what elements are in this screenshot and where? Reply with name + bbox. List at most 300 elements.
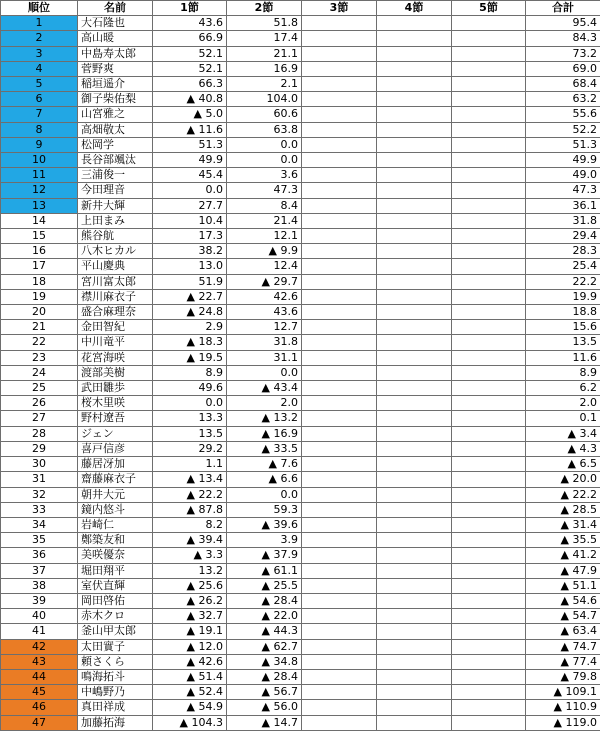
total-score-cell: 19.9 (526, 289, 600, 304)
player-name-cell: 盛合麻理奈 (78, 305, 153, 320)
rank-cell: 26 (1, 396, 78, 411)
total-score-cell: ▲ 35.5 (526, 533, 600, 548)
section-2-score-cell: 21.4 (227, 213, 302, 228)
section-4-score-cell (377, 46, 452, 61)
section-4-score-cell (377, 685, 452, 700)
player-name-cell: 金田智紀 (78, 320, 153, 335)
player-name-cell: 菅野爽 (78, 61, 153, 76)
section-2-score-cell: ▲ 29.7 (227, 274, 302, 289)
player-name-cell: 太田實子 (78, 639, 153, 654)
total-score-cell: ▲ 22.2 (526, 487, 600, 502)
section-2-score-cell: 31.8 (227, 335, 302, 350)
section-5-score-cell (452, 563, 526, 578)
header-rank: 順位 (1, 1, 78, 16)
section-2-score-cell: 12.7 (227, 320, 302, 335)
section-1-score-cell: ▲ 22.2 (153, 487, 227, 502)
section-4-score-cell (377, 533, 452, 548)
player-name-cell: 武田雛歩 (78, 381, 153, 396)
section-3-score-cell (302, 365, 377, 380)
section-1-score-cell: 51.9 (153, 274, 227, 289)
total-score-cell: 22.2 (526, 274, 600, 289)
table-row (1, 426, 600, 441)
section-5-score-cell (452, 457, 526, 472)
section-5-score-cell (452, 365, 526, 380)
player-name-cell: 渡部美樹 (78, 365, 153, 380)
table-row (1, 153, 600, 168)
total-score-cell: 68.4 (526, 77, 600, 92)
table-row (1, 593, 600, 608)
section-5-score-cell (452, 593, 526, 608)
section-4-score-cell (377, 31, 452, 46)
section-5-score-cell (452, 289, 526, 304)
table-row (1, 320, 600, 335)
section-3-score-cell (302, 639, 377, 654)
total-score-cell: ▲ 79.8 (526, 669, 600, 684)
section-2-score-cell: ▲ 28.4 (227, 593, 302, 608)
section-2-score-cell: ▲ 6.6 (227, 472, 302, 487)
total-score-cell: ▲ 3.4 (526, 426, 600, 441)
section-4-score-cell (377, 259, 452, 274)
rank-cell: 38 (1, 578, 78, 593)
section-5-score-cell (452, 168, 526, 183)
section-2-score-cell: 17.4 (227, 31, 302, 46)
section-1-score-cell: ▲ 12.0 (153, 639, 227, 654)
section-4-score-cell (377, 381, 452, 396)
total-score-cell: ▲ 28.5 (526, 502, 600, 517)
section-1-score-cell: 0.0 (153, 396, 227, 411)
rank-cell: 24 (1, 365, 78, 380)
section-5-score-cell (452, 487, 526, 502)
table-row (1, 183, 600, 198)
section-4-score-cell (377, 107, 452, 122)
table-row (1, 137, 600, 152)
player-name-cell: 頼さくら (78, 654, 153, 669)
total-score-cell: 51.3 (526, 137, 600, 152)
section-3-score-cell (302, 137, 377, 152)
total-score-cell: 52.2 (526, 122, 600, 137)
section-3-score-cell (302, 381, 377, 396)
total-score-cell: ▲ 20.0 (526, 472, 600, 487)
table-row (1, 61, 600, 76)
section-4-score-cell (377, 654, 452, 669)
rank-cell: 29 (1, 441, 78, 456)
section-2-score-cell: ▲ 25.5 (227, 578, 302, 593)
section-2-score-cell: 0.0 (227, 153, 302, 168)
section-4-score-cell (377, 274, 452, 289)
section-1-score-cell: ▲ 13.4 (153, 472, 227, 487)
section-4-score-cell (377, 305, 452, 320)
table-row (1, 122, 600, 137)
section-3-score-cell (302, 259, 377, 274)
player-name-cell: 美咲優奈 (78, 548, 153, 563)
section-3-score-cell (302, 578, 377, 593)
section-4-score-cell (377, 593, 452, 608)
section-3-score-cell (302, 533, 377, 548)
section-2-score-cell: ▲ 44.3 (227, 624, 302, 639)
rank-cell: 20 (1, 305, 78, 320)
player-name-cell: 三浦俊一 (78, 168, 153, 183)
player-name-cell: 赤木クロ (78, 609, 153, 624)
table-row (1, 578, 600, 593)
section-4-score-cell (377, 244, 452, 259)
section-2-score-cell: 3.6 (227, 168, 302, 183)
section-2-score-cell: 59.3 (227, 502, 302, 517)
rank-cell: 8 (1, 122, 78, 137)
section-1-score-cell: ▲ 25.6 (153, 578, 227, 593)
section-2-score-cell: ▲ 28.4 (227, 669, 302, 684)
section-2-score-cell: 12.1 (227, 229, 302, 244)
table-row (1, 107, 600, 122)
section-3-score-cell (302, 457, 377, 472)
player-name-cell: 御子柴佑梨 (78, 92, 153, 107)
section-5-score-cell (452, 259, 526, 274)
section-3-score-cell (302, 16, 377, 31)
table-row (1, 213, 600, 228)
header-section-5: 5節 (452, 1, 526, 16)
player-name-cell: 襟川麻衣子 (78, 289, 153, 304)
total-score-cell: ▲ 109.1 (526, 685, 600, 700)
table-row (1, 472, 600, 487)
section-4-score-cell (377, 168, 452, 183)
player-name-cell: 新井大輝 (78, 198, 153, 213)
table-row (1, 685, 600, 700)
section-5-score-cell (452, 639, 526, 654)
section-5-score-cell (452, 183, 526, 198)
table-row (1, 77, 600, 92)
section-4-score-cell (377, 61, 452, 76)
section-5-score-cell (452, 685, 526, 700)
section-4-score-cell (377, 396, 452, 411)
section-1-score-cell: 66.9 (153, 31, 227, 46)
player-name-cell: 今田理音 (78, 183, 153, 198)
section-1-score-cell: 2.9 (153, 320, 227, 335)
section-4-score-cell (377, 320, 452, 335)
section-3-score-cell (302, 213, 377, 228)
section-5-score-cell (452, 441, 526, 456)
section-4-score-cell (377, 548, 452, 563)
total-score-cell: 8.9 (526, 365, 600, 380)
total-score-cell: ▲ 63.4 (526, 624, 600, 639)
player-name-cell: 上田まみ (78, 213, 153, 228)
player-name-cell: 八木ヒカル (78, 244, 153, 259)
section-2-score-cell: 2.1 (227, 77, 302, 92)
section-4-score-cell (377, 137, 452, 152)
section-2-score-cell: 51.8 (227, 16, 302, 31)
section-4-score-cell (377, 609, 452, 624)
section-3-score-cell (302, 107, 377, 122)
section-5-score-cell (452, 350, 526, 365)
rank-cell: 15 (1, 229, 78, 244)
table-row (1, 92, 600, 107)
rank-cell: 41 (1, 624, 78, 639)
section-2-score-cell: 0.0 (227, 365, 302, 380)
rank-cell: 47 (1, 715, 78, 730)
total-score-cell: 11.6 (526, 350, 600, 365)
table-row (1, 411, 600, 426)
table-row (1, 350, 600, 365)
rank-cell: 4 (1, 61, 78, 76)
section-5-score-cell (452, 396, 526, 411)
total-score-cell: ▲ 77.4 (526, 654, 600, 669)
section-3-score-cell (302, 46, 377, 61)
section-1-score-cell: ▲ 18.3 (153, 335, 227, 350)
section-3-score-cell (302, 396, 377, 411)
rank-cell: 43 (1, 654, 78, 669)
section-3-score-cell (302, 654, 377, 669)
section-2-score-cell: ▲ 37.9 (227, 548, 302, 563)
player-name-cell: 中嶋野乃 (78, 685, 153, 700)
section-4-score-cell (377, 563, 452, 578)
section-2-score-cell: 47.3 (227, 183, 302, 198)
table-row (1, 624, 600, 639)
rank-cell: 22 (1, 335, 78, 350)
table-row (1, 198, 600, 213)
section-4-score-cell (377, 517, 452, 532)
total-score-cell: ▲ 51.1 (526, 578, 600, 593)
table-row (1, 274, 600, 289)
section-5-score-cell (452, 153, 526, 168)
section-4-score-cell (377, 502, 452, 517)
section-4-score-cell (377, 457, 452, 472)
section-3-score-cell (302, 168, 377, 183)
player-name-cell: 堀田翔平 (78, 563, 153, 578)
total-score-cell: 36.1 (526, 198, 600, 213)
table-row (1, 305, 600, 320)
rank-cell: 32 (1, 487, 78, 502)
table-row (1, 517, 600, 532)
section-5-score-cell (452, 46, 526, 61)
total-score-cell: 73.2 (526, 46, 600, 61)
rank-cell: 1 (1, 16, 78, 31)
section-4-score-cell (377, 624, 452, 639)
section-4-score-cell (377, 229, 452, 244)
rank-cell: 18 (1, 274, 78, 289)
rank-cell: 14 (1, 213, 78, 228)
section-1-score-cell: ▲ 42.6 (153, 654, 227, 669)
total-score-cell: 69.0 (526, 61, 600, 76)
rank-cell: 21 (1, 320, 78, 335)
rank-cell: 46 (1, 700, 78, 715)
section-5-score-cell (452, 320, 526, 335)
section-5-score-cell (452, 669, 526, 684)
section-2-score-cell: ▲ 7.6 (227, 457, 302, 472)
section-2-score-cell: 3.9 (227, 533, 302, 548)
section-4-score-cell (377, 365, 452, 380)
section-3-score-cell (302, 305, 377, 320)
table-row (1, 16, 600, 31)
rank-cell: 19 (1, 289, 78, 304)
header-section-4: 4節 (377, 1, 452, 16)
section-5-score-cell (452, 411, 526, 426)
section-4-score-cell (377, 335, 452, 350)
section-2-score-cell: ▲ 56.0 (227, 700, 302, 715)
table-row (1, 609, 600, 624)
section-2-score-cell: ▲ 13.2 (227, 411, 302, 426)
section-1-score-cell: ▲ 51.4 (153, 669, 227, 684)
total-score-cell: 63.2 (526, 92, 600, 107)
rank-cell: 37 (1, 563, 78, 578)
section-1-score-cell: ▲ 3.3 (153, 548, 227, 563)
section-1-score-cell: 52.1 (153, 46, 227, 61)
section-3-score-cell (302, 472, 377, 487)
rank-cell: 44 (1, 669, 78, 684)
section-2-score-cell: ▲ 33.5 (227, 441, 302, 456)
rank-cell: 23 (1, 350, 78, 365)
section-5-score-cell (452, 31, 526, 46)
section-4-score-cell (377, 122, 452, 137)
section-5-score-cell (452, 578, 526, 593)
section-1-score-cell: ▲ 52.4 (153, 685, 227, 700)
section-3-score-cell (302, 198, 377, 213)
total-score-cell: ▲ 54.7 (526, 609, 600, 624)
total-score-cell: ▲ 74.7 (526, 639, 600, 654)
total-score-cell: 49.0 (526, 168, 600, 183)
section-2-score-cell: 21.1 (227, 46, 302, 61)
player-name-cell: 大石隆也 (78, 16, 153, 31)
player-name-cell: 宮川富太郎 (78, 274, 153, 289)
section-5-score-cell (452, 77, 526, 92)
total-score-cell: 29.4 (526, 229, 600, 244)
table-row (1, 289, 600, 304)
section-4-score-cell (377, 669, 452, 684)
total-score-cell: 6.2 (526, 381, 600, 396)
table-row (1, 548, 600, 563)
section-5-score-cell (452, 609, 526, 624)
section-1-score-cell: 17.3 (153, 229, 227, 244)
player-name-cell: 桜木里咲 (78, 396, 153, 411)
section-3-score-cell (302, 609, 377, 624)
player-name-cell: 熊谷航 (78, 229, 153, 244)
section-3-score-cell (302, 593, 377, 608)
player-name-cell: 真田祥成 (78, 700, 153, 715)
section-5-score-cell (452, 472, 526, 487)
section-5-score-cell (452, 107, 526, 122)
total-score-cell: 25.4 (526, 259, 600, 274)
section-5-score-cell (452, 244, 526, 259)
table-row (1, 639, 600, 654)
section-3-score-cell (302, 77, 377, 92)
section-5-score-cell (452, 122, 526, 137)
section-1-score-cell: ▲ 26.2 (153, 593, 227, 608)
section-3-score-cell (302, 411, 377, 426)
section-2-score-cell: 0.0 (227, 487, 302, 502)
section-5-score-cell (452, 548, 526, 563)
table-row (1, 46, 600, 61)
total-score-cell: 47.3 (526, 183, 600, 198)
section-2-score-cell: 12.4 (227, 259, 302, 274)
section-4-score-cell (377, 289, 452, 304)
section-2-score-cell: 42.6 (227, 289, 302, 304)
section-4-score-cell (377, 578, 452, 593)
player-name-cell: ジェン (78, 426, 153, 441)
rank-cell: 17 (1, 259, 78, 274)
table-row (1, 669, 600, 684)
rank-cell: 25 (1, 381, 78, 396)
section-2-score-cell: ▲ 34.8 (227, 654, 302, 669)
section-4-score-cell (377, 639, 452, 654)
section-3-score-cell (302, 31, 377, 46)
player-name-cell: 岩崎仁 (78, 517, 153, 532)
section-2-score-cell: 43.6 (227, 305, 302, 320)
total-score-cell: ▲ 119.0 (526, 715, 600, 730)
rank-cell: 45 (1, 685, 78, 700)
section-3-score-cell (302, 624, 377, 639)
section-4-score-cell (377, 715, 452, 730)
section-4-score-cell (377, 77, 452, 92)
rank-cell: 34 (1, 517, 78, 532)
section-1-score-cell: 49.6 (153, 381, 227, 396)
section-3-score-cell (302, 548, 377, 563)
section-3-score-cell (302, 517, 377, 532)
section-1-score-cell: ▲ 5.0 (153, 107, 227, 122)
section-4-score-cell (377, 92, 452, 107)
rank-cell: 6 (1, 92, 78, 107)
table-body (1, 16, 600, 731)
section-5-score-cell (452, 61, 526, 76)
total-score-cell: 84.3 (526, 31, 600, 46)
section-2-score-cell: 2.0 (227, 396, 302, 411)
player-name-cell: 稲垣遥介 (78, 77, 153, 92)
rank-cell: 40 (1, 609, 78, 624)
section-2-score-cell: 8.4 (227, 198, 302, 213)
table-row (1, 654, 600, 669)
section-4-score-cell (377, 411, 452, 426)
section-4-score-cell (377, 426, 452, 441)
section-2-score-cell: 16.9 (227, 61, 302, 76)
section-3-score-cell (302, 289, 377, 304)
table-row (1, 533, 600, 548)
section-1-score-cell: 45.4 (153, 168, 227, 183)
player-name-cell: 加藤拓海 (78, 715, 153, 730)
total-score-cell: 31.8 (526, 213, 600, 228)
rank-cell: 28 (1, 426, 78, 441)
section-2-score-cell: 31.1 (227, 350, 302, 365)
section-3-score-cell (302, 426, 377, 441)
section-1-score-cell: 49.9 (153, 153, 227, 168)
player-name-cell: 鳴海拓斗 (78, 669, 153, 684)
section-5-score-cell (452, 92, 526, 107)
table-row (1, 168, 600, 183)
section-2-score-cell: ▲ 39.6 (227, 517, 302, 532)
section-5-score-cell (452, 624, 526, 639)
player-name-cell: 長谷部颯汰 (78, 153, 153, 168)
rank-cell: 39 (1, 593, 78, 608)
section-1-score-cell: ▲ 19.5 (153, 350, 227, 365)
section-2-score-cell: ▲ 56.7 (227, 685, 302, 700)
section-3-score-cell (302, 183, 377, 198)
player-name-cell: 喜戸信彦 (78, 441, 153, 456)
table-row (1, 563, 600, 578)
section-3-score-cell (302, 700, 377, 715)
total-score-cell: ▲ 41.2 (526, 548, 600, 563)
section-5-score-cell (452, 16, 526, 31)
section-1-score-cell: ▲ 32.7 (153, 609, 227, 624)
total-score-cell: 28.3 (526, 244, 600, 259)
section-3-score-cell (302, 715, 377, 730)
rank-cell: 9 (1, 137, 78, 152)
table-row (1, 441, 600, 456)
section-5-score-cell (452, 198, 526, 213)
total-score-cell: ▲ 31.4 (526, 517, 600, 532)
total-score-cell: ▲ 4.3 (526, 441, 600, 456)
section-3-score-cell (302, 274, 377, 289)
section-1-score-cell: ▲ 19.1 (153, 624, 227, 639)
section-3-score-cell (302, 229, 377, 244)
table-row (1, 396, 600, 411)
total-score-cell: 2.0 (526, 396, 600, 411)
section-2-score-cell: ▲ 14.7 (227, 715, 302, 730)
player-name-cell: 鏡内悠斗 (78, 502, 153, 517)
